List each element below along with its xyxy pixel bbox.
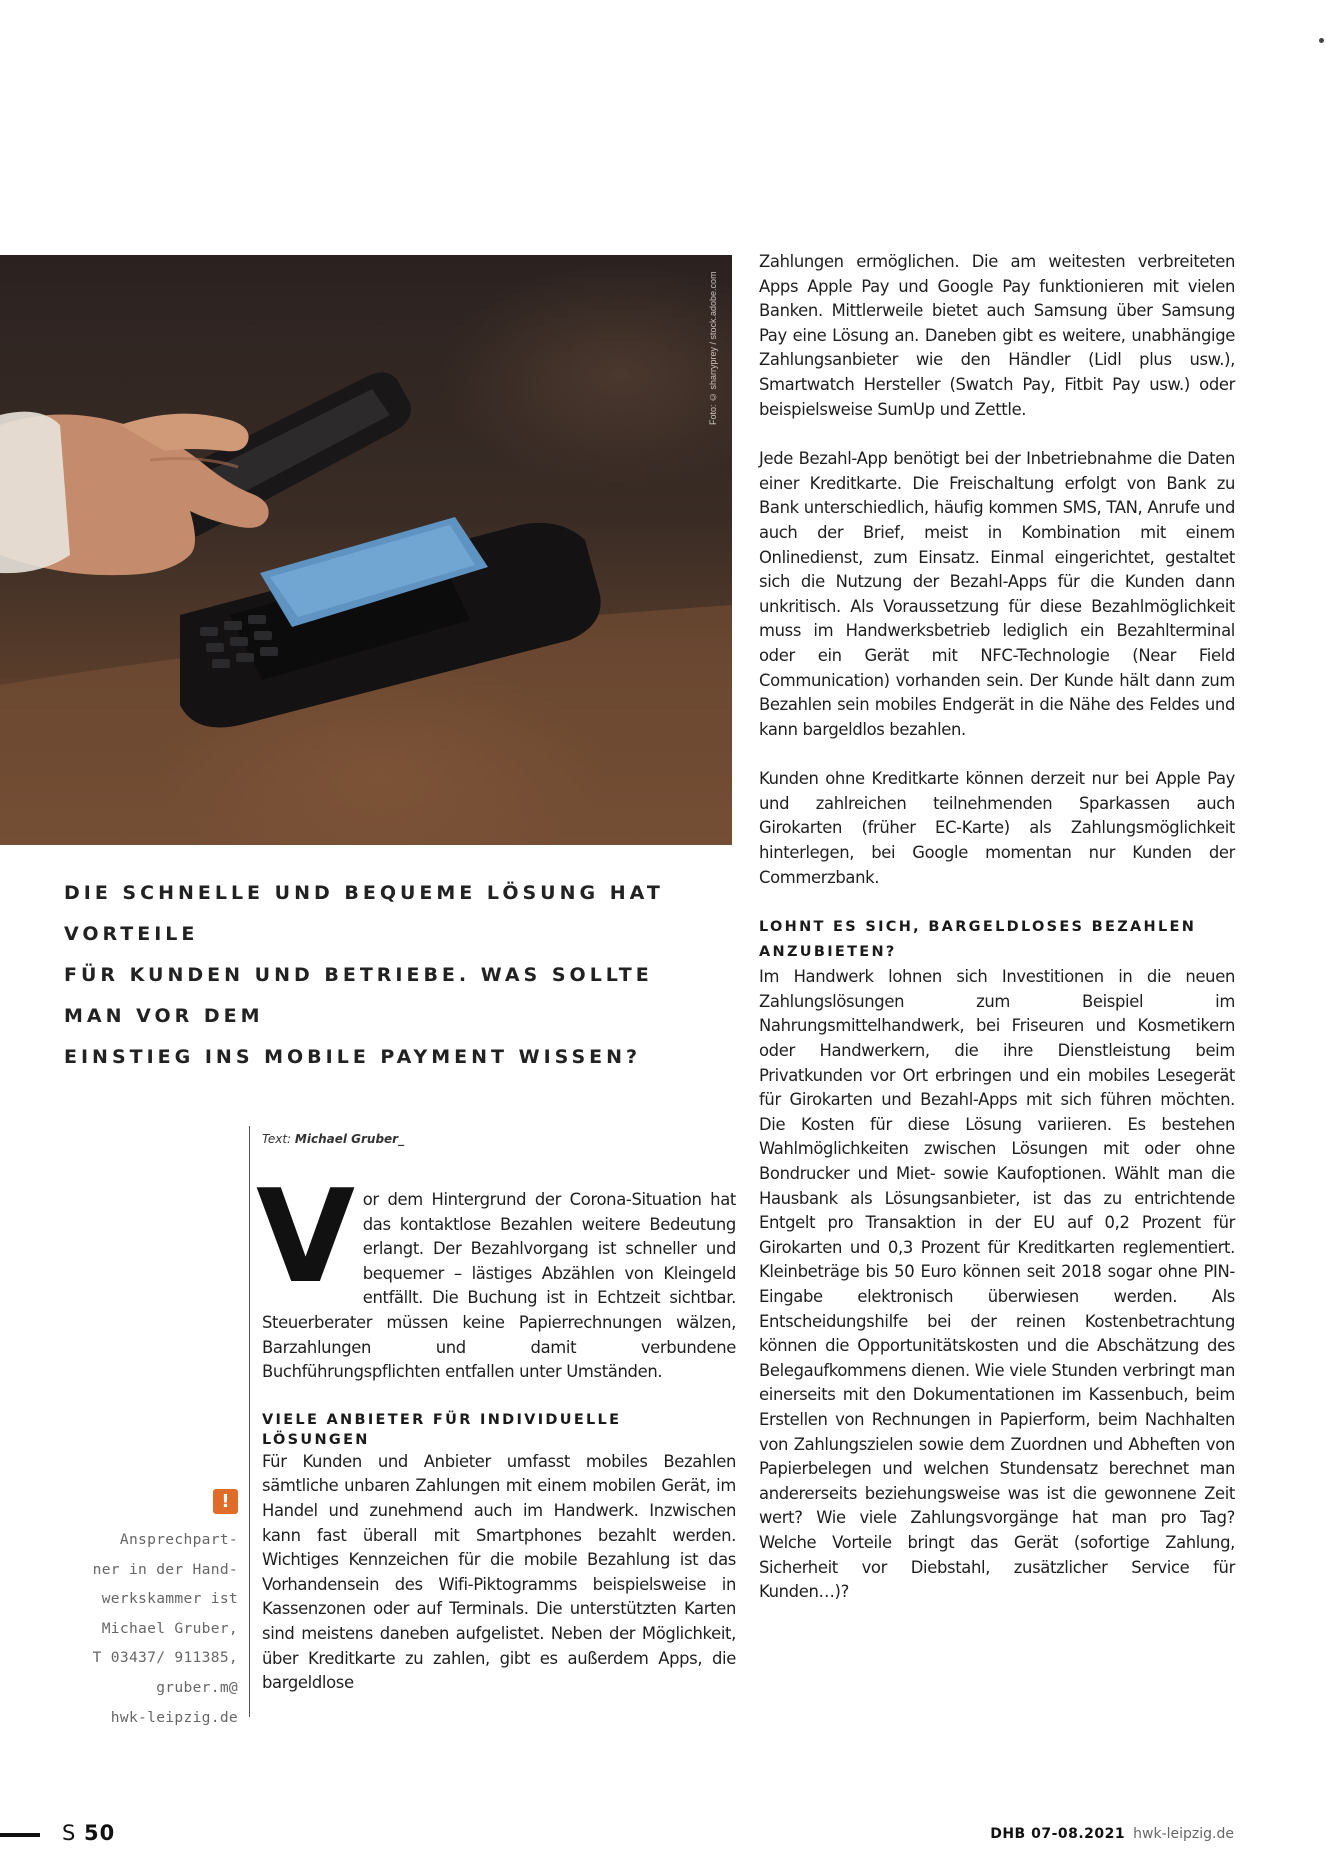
contact-line: werkskammer ist [101,1590,238,1608]
footer-info [990,1826,1234,1842]
teaser-line-2: FÜR KUNDEN UND BETRIEBE. WAS SOLLTE MAN VOR DEM [64,964,653,1027]
footer-site[interactable]: hwk-leipzig.de [1133,1826,1234,1842]
byline-prefix: Text: [262,1132,295,1146]
contact-phone: T 03437/ 911385, [92,1649,238,1667]
right-column [759,250,1235,1605]
teaser [64,873,724,1078]
anbieter-paragraph: Für Kunden und Anbieter umfasst mobiles Bezahlen sämtliche unbaren Zahlungen mit einem mobilen Gerät, im Handel und zunehmend auch im Handwerk. Inzwischen kann fast überall mit Smartphones bezahlt werden. Wichtiges Kennzeichen für die mobile Bezahlung ist das Vorhandensein des Wifi-Piktogramms beispielsweise in Kassenzonen oder auf Terminals. Die unterstützten Karten sind meistens daneben aufgelistet. Neben der Möglichkeit, über Kreditkarte zu zahlen, gibt es außerdem Apps, die bargeldlose [262,1451,736,1693]
paragraph-kreditkarte: Jede Bezahl-App benötigt bei der Inbetriebnahme die Daten einer Kreditkarte. Die Freischaltung erfolgt von Bank zu Bank unterschiedlich, häufig kommen SMS, TAN, Anrufe und auch der Brief, meist in Kombination mit einem Onlinedienst, zum Einsatz. Einmal eingerichtet, gestaltet sich die Nutzung der Bezahl-Apps für die Kunden dann unkritisch. Als Voraussetzung für diese Bezahlmöglichkeit muss im Handwerksbetrieb lediglich ein Bezahlterminal oder ein Gerät mit NFC-Technologie (Near Field Communication) vorhanden sein. Der Kunde hält dann zum Bezahlen sein mobiles Endgerät in die Nähe des Feldes und kann bargeldlos bezahlen. [759,449,1235,739]
contact-email-domain[interactable]: hwk-leipzig.de [110,1708,238,1726]
contact-line: Ansprechpart- [119,1531,238,1548]
page-number [62,1821,115,1845]
paragraph-apps: Zahlungen ermöglichen. Die am weitesten verbreiteten Apps Apple Pay und Google Pay funktionieren mit vielen Banken. Mittlerweile bietet auch Samsung über Samsung Pay eine Lösung an. Daneben gibt es weitere, unabhängige Zahlungsanbieter wie den Händler (Lidl plus usw.), Smartwatch Hersteller (Swatch Pay, Fitbit Pay usw.) oder beispielsweise SumUp und Zettle. [759,252,1235,419]
contact-name: Michael Gruber, [101,1619,238,1637]
intro-text: or dem Hintergrund der Corona-Situation hat das kontaktlose Bezahlen weitere Bedeutung erlangt. Der Bezahlvorgang ist schneller und bequemer – lästiges Abzählen von Kleingeld entfällt. Die Buchung ist in Echtzeit sichtbar. Steuerberater müssen keine Papierrechnungen wälzen, Barzahlungen und damit verbundene Buchführungspflichten entfallen unter Umständen. [262,1190,736,1382]
column-divider [249,1126,250,1717]
subheading-anbieter: VIELE ANBIETER FÜR INDIVIDUELLE LÖSUNGEN [262,1411,622,1448]
paragraph-girokarte: Kunden ohne Kreditkarte können derzeit nur bei Apple Pay und zahlreichen teilnehmenden Sparkassen auch Girokarten (früher EC-Karte) als Zahlungsmöglichkeit hinterlegen, bei Google momentan nur Kunden der Commerzbank. [759,769,1235,887]
subheading-lohnt-es-sich: LOHNT ES SICH, BARGELDLOSES BEZAHLEN ANZUBIETEN? [759,919,1197,961]
contact-email[interactable]: gruber.m@ [156,1678,238,1696]
issue-label: DHB 07-08.2021 [990,1826,1126,1842]
paragraph-handwerk: Im Handwerk lohnen sich Investitionen in die neuen Zahlungslösungen zum Beispiel im Nahrungsmittelhandwerk, bei Friseuren und Kosmetikern oder Handwerkern, die ihre Dienstleistung beim Privatkunden vor Ort erbringen und ein mobiles Lesegerät für Girokarten und Bezahl-Apps mit sich führen möchten. Die Kosten für diese Lösung variieren. Es bestehen Wahlmöglichkeiten zwischen Lösungen mit oder ohne Bondrucker und Miet- sowie Kaufoptionen. Wählt man die Hausbank als Lösungsanbieter, ist das zu entrichtende Entgelt pro Transaktion in der EU auf 0,2 Prozent für Girokarten und 0,3 Prozent für Kreditkarten reglementiert. Kleinbeträge bis 50 Euro können seit 2018 sogar ohne PIN-Eingabe elektronisch überwiesen werden. Als Entscheidungshilfe bei der reinen Kostenbetrachtung können die Opportunitätskosten und die Abschätzung des Belegaufkommens dienen. Wie viele Stunden verbringt man einerseits mit den Dokumentationen im Kassenbuch, beim Erstellen von Rechnungen in Papierform, beim Nachhalten von Zahlungszielen sowie dem Zuordnen und Abheften von Papierbelegen und welchen Stundensatz berechnet man andererseits beziehungsweise was ist die gewonnene Zeit wert? Wie viele Zahlungsvorgänge hat man pro Tag? Welche Vorteile bringt das Gerät (sofortige Zahlung, Sicherheit vor Diebstahl, zusätzlicher Service für Kunden…)? [759,967,1235,1602]
footer-rule [0,1833,40,1837]
corner-mark [1319,38,1324,43]
exclamation-icon: ! [213,1489,238,1514]
contact-box [70,1525,238,1732]
photo-credit: Foto: © sharryprey / stock.adobe.com [708,271,718,425]
hero-photo [0,255,732,845]
middle-column [256,1163,736,1696]
byline-author: Michael Gruber_ [294,1132,405,1146]
payment-photo-illustration [0,255,732,845]
drop-cap: V [256,1163,355,1312]
byline [262,1132,404,1146]
teaser-line-3: EINSTIEG INS MOBILE PAYMENT WISSEN? [64,1046,642,1068]
teaser-line-1: DIE SCHNELLE UND BEQUEME LÖSUNG HAT VORTEILE [64,882,664,945]
section-letter: S [62,1821,78,1845]
contact-line: ner in der Hand- [92,1560,238,1578]
intro-paragraph [256,1163,736,1385]
page-number-value: 50 [84,1821,116,1845]
